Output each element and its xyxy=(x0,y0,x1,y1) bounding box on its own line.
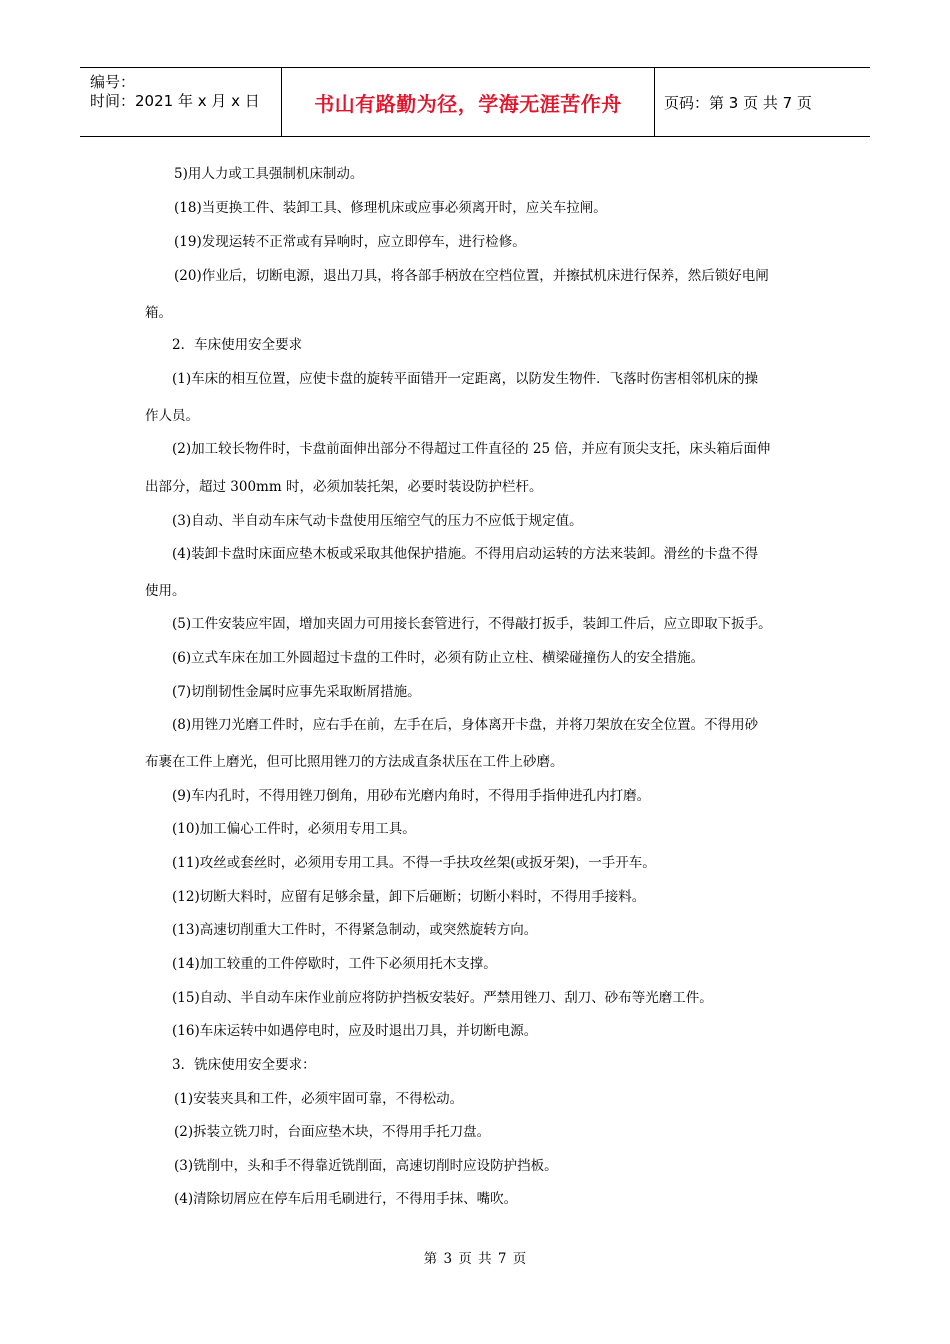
body-line: 出部分，超过 300mm 时，必须加装托架，必要时装设防护栏杆。 xyxy=(145,479,543,495)
body-line: (2)加工较长物件时，卡盘前面伸出部分不得超过工件直径的 25 倍，并应有顶尖支托，床头箱后面伸 xyxy=(172,441,771,457)
section-heading: 2．车床使用安全要求 xyxy=(172,337,303,353)
body-line: (6)立式车床在加工外圆超过卡盘的工件时，必须有防止立柱、横梁碰撞伤人的安全措施。 xyxy=(172,650,705,666)
body-line: (2)拆装立铣刀时，台面应垫木块，不得用手托刀盘。 xyxy=(174,1124,491,1140)
body-line: 布裹在工件上磨光，但可比照用锉刀的方法成直条状压在工件上砂磨。 xyxy=(145,754,564,770)
body-line: (18)当更换工件、装卸工具、修理机床或应事必须离开时，应关车拉闸。 xyxy=(174,200,607,216)
body-line: (5)工件安装应牢固，增加夹固力可用接长套管进行，不得敲打扳手，装卸工件后，应立即取下扳手。 xyxy=(172,616,772,632)
page-header xyxy=(80,67,870,137)
body-line: (14)加工较重的工件停歇时，工件下必须用托木支撑。 xyxy=(172,956,497,972)
body-line: (1)安装夹具和工件，必须牢固可靠，不得松动。 xyxy=(174,1091,464,1107)
body-line: 作人员。 xyxy=(145,408,199,424)
section-heading: 3．铣床使用安全要求： xyxy=(172,1057,316,1073)
header-meta-cell xyxy=(80,68,282,136)
body-line: (15)自动、半自动车床作业前应将防护挡板安装好。严禁用锉刀、刮刀、砂布等光磨工件。 xyxy=(172,990,713,1006)
document-time-label: 时间：2021 年 x 月 x 日 xyxy=(90,92,260,110)
body-line: (4)装卸卡盘时床面应垫木板或采取其他保护措施。不得用启动运转的方法来装卸。滑丝的卡盘不得 xyxy=(172,546,759,562)
header-motto: 书山有路勤为径，学海无涯苦作舟 xyxy=(314,91,622,116)
body-line: 5)用人力或工具强制机床制动。 xyxy=(174,166,364,182)
page-footer: 第 3 页 共 7 页 xyxy=(423,1251,527,1267)
body-line: (12)切断大料时，应留有足够余量，卸下后砸断；切断小料时，不得用手接料。 xyxy=(172,889,646,905)
body-line: (4)清除切屑应在停车后用毛刷进行，不得用手抹、嘴吹。 xyxy=(174,1191,518,1207)
body-line: (13)高速切削重大工件时，不得紧急制动，或突然旋转方向。 xyxy=(172,922,538,938)
body-line: 使用。 xyxy=(145,583,186,599)
body-line: (7)切削韧性金属时应事先采取断屑措施。 xyxy=(172,684,421,700)
body-line: (3)自动、半自动车床气动卡盘使用压缩空气的压力不应低于规定值。 xyxy=(172,513,583,529)
body-line: (10)加工偏心工件时，必须用专用工具。 xyxy=(172,821,416,837)
body-line: (8)用锉刀光磨工件时，应右手在前，左手在后，身体离开卡盘，并将刀架放在安全位置。不得用砂 xyxy=(172,717,759,733)
body-line: (3)铣削中，头和手不得靠近铣削面，高速切削时应设防护挡板。 xyxy=(174,1158,558,1174)
body-line: (19)发现运转不正常或有异响时，应立即停车，进行检修。 xyxy=(174,234,526,250)
body-line: (20)作业后，切断电源，退出刀具，将各部手柄放在空档位置，并擦拭机床进行保养，然后锁好电闸 xyxy=(174,268,769,284)
document-number-label: 编号： xyxy=(90,73,136,91)
body-line: 箱。 xyxy=(145,305,172,321)
body-line: (9)车内孔时，不得用锉刀倒角，用砂布光磨内角时，不得用手指伸进孔内打磨。 xyxy=(172,788,651,804)
header-motto-cell xyxy=(282,68,655,136)
header-page-info: 页码：第 3 页 共 7 页 xyxy=(664,93,812,112)
body-line: (11)攻丝或套丝时，必须用专用工具。不得一手扶攻丝架(或扳牙架)，一手开车。 xyxy=(172,855,656,871)
body-line: (16)车床运转中如遇停电时，应及时退出刀具，并切断电源。 xyxy=(172,1023,538,1039)
header-page-cell xyxy=(655,68,870,136)
body-line: (1)车床的相互位置，应使卡盘的旋转平面错开一定距离，以防发生物件．飞落时伤害相邻机床的操 xyxy=(172,371,759,387)
